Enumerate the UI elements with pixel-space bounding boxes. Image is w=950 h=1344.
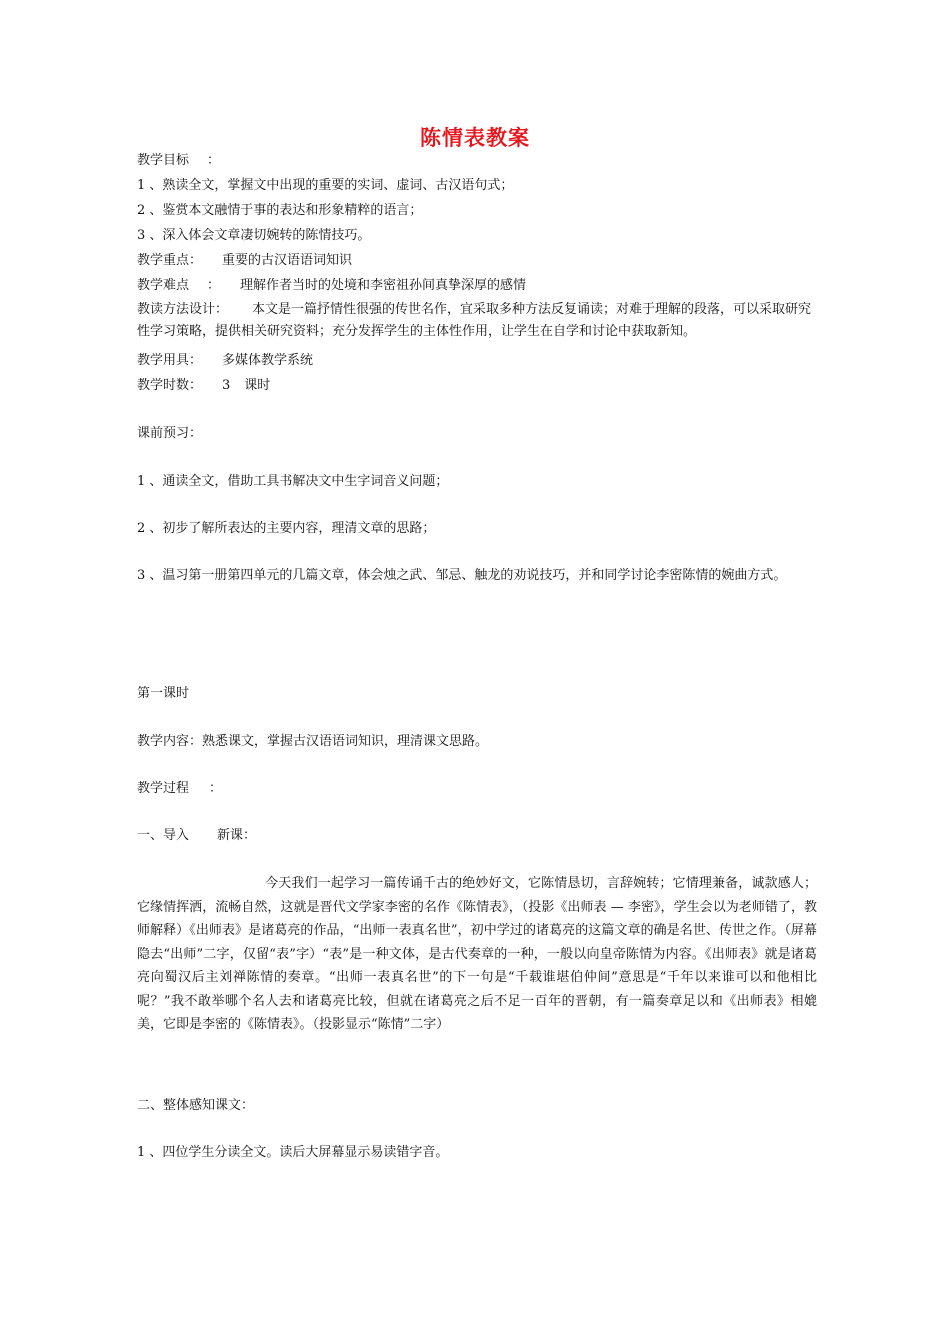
- goal-item-2: 2 、鉴赏本文融情于事的表达和形象精粹的语言；: [137, 203, 423, 218]
- preview-item-1: 1 、通读全文，借助工具书解决文中生字词音义问题；: [137, 474, 449, 489]
- tools-line: 教学用具： 多媒体教学系统: [137, 353, 314, 368]
- key-point-line: 教学重点： 重要的古汉语语词知识: [137, 253, 353, 268]
- method-paragraph: 教读方法设计： 本文是一篇抒情性很强的传世名作，宜采取多种方法反复诵读；对难于理解的段落，可以采取研究性学习策略，提供相关研究资料；充分发挥学生的主体性作用，让学生在自学和讨论中获取新知。: [137, 302, 812, 339]
- difficulty-line: 教学难点 ： 理解作者当时的处境和李密祖孙间真挚深厚的感情: [137, 278, 527, 293]
- hours-line: 教学时数： 3 课时: [137, 378, 271, 393]
- preview-item-3: 3 、温习第一册第四单元的几篇文章，体会烛之武、邹忌、触龙的劝说技巧，并和同学讨论李密陈情的婉曲方式。: [137, 568, 787, 583]
- goal-item-3: 3 、深入体会文章凄切婉转的陈情技巧。: [137, 228, 371, 243]
- section-2-item-1: 1 、四位学生分读全文。读后大屏幕显示易读错字音。: [137, 1145, 449, 1160]
- lesson-1-heading: 第一课时: [137, 686, 190, 701]
- process-heading: 教学过程 ：: [137, 781, 223, 796]
- intro-paragraph: 今天我们一起学习一篇传诵千古的绝妙好文，它陈情恳切，言辞婉转；它情理兼备，诚款感人；它缘情挥洒，流畅自然，这就是晋代文学家李密的名作《陈情表》，（投影《出师表 — 李密》，学生会以为老师错了，教师解释）《出师表》是诸葛亮的作品，“出师一表真名世”，初中学过的诸葛亮的这篇文章的确是名世、传世之作。（屏幕隐去“出师”二字，仅留“表”字）“表”是一种文体，是古代奏章的一种，一般以向皇帝陈情为内容。《出师表》就是诸葛亮向蜀汉后主刘禅陈情的奏章。“出师一表真名世”的下一句是“千载谁堪伯仲间”意思是“千年以来谁可以和他相比呢？”我不敢举哪个名人去和诸葛亮比较，但就在诸葛亮之后不足一百年的晋朝，有一篇奏章足以和《出师表》相媲美，它即是李密的《陈情表》。（投影显示“陈情”二字）: [137, 876, 817, 1032]
- page-title: 陈情表教案: [420, 125, 530, 150]
- section-2-heading: 二、整体感知课文：: [137, 1098, 255, 1113]
- goal-item-1: 1 、熟读全文，掌握文中出现的重要的实词、虚词、古汉语句式；: [137, 178, 514, 193]
- preview-heading: 课前预习：: [137, 426, 203, 441]
- intro-heading: 一、导入 新课：: [137, 828, 257, 843]
- goals-heading: 教学目标 ：: [137, 153, 221, 168]
- preview-item-2: 2 、初步了解所表达的主要内容，理清文章的思路；: [137, 521, 436, 536]
- teaching-content-line: 教学内容：熟悉课文，掌握古汉语语词知识，理清课文思路。: [137, 734, 489, 749]
